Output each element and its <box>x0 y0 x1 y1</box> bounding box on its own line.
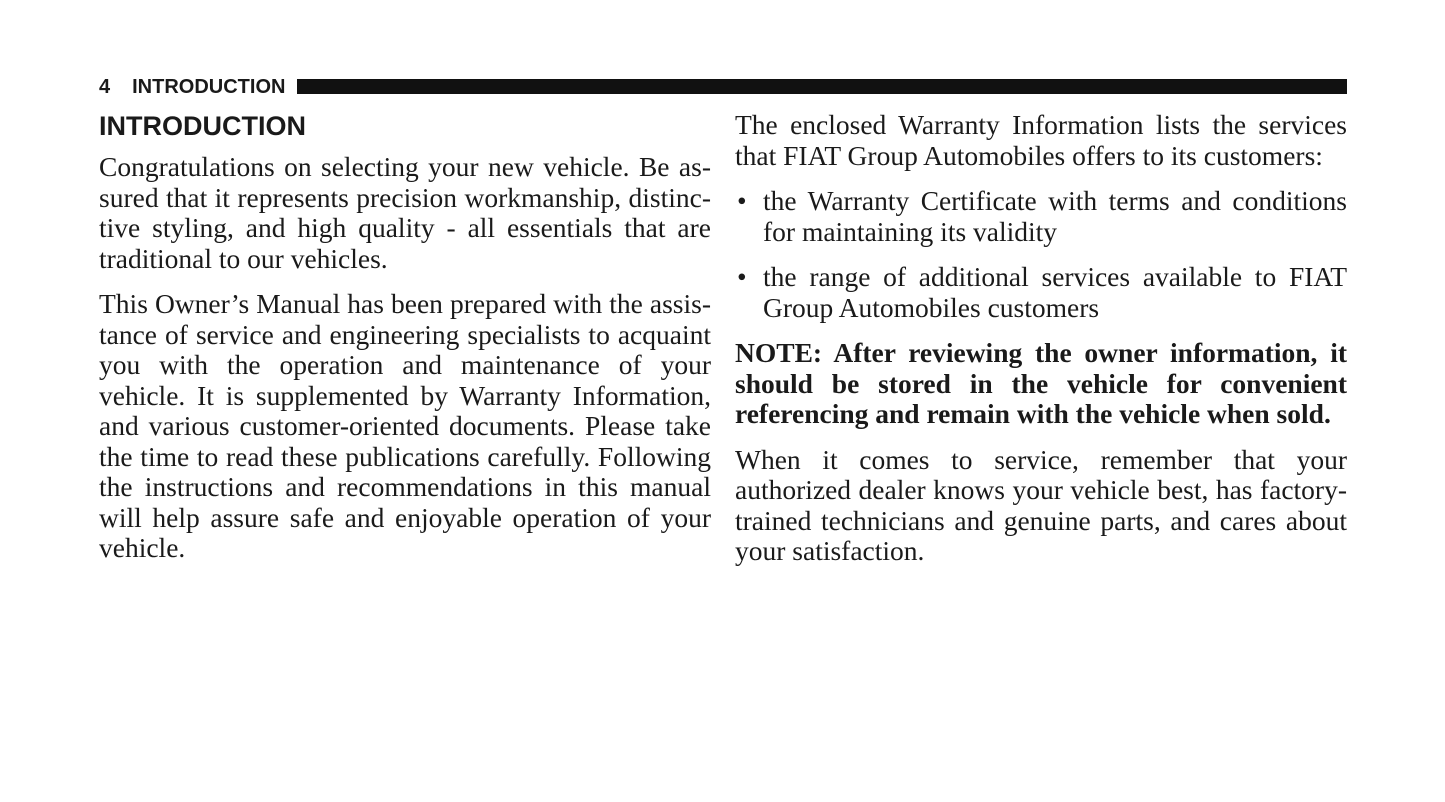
bullet-icon: • <box>737 261 747 292</box>
note-paragraph: NOTE: After reviewing the owner information, it should be stored in the vehicle for convenient referencing and remain with the vehicle when sold. <box>735 337 1347 429</box>
service-paragraph: When it comes to service, remember that your authorized dealer knows your vehicle best, has factory-trained technicians and genuine parts, and cares about your satisfaction. <box>735 443 1347 566</box>
list-item <box>735 186 1347 247</box>
page-number: 4 <box>99 75 111 98</box>
intro-paragraph-congratulations: Congratulations on selecting your new vehicle. Be assured that it represents precision workmanship, distinctive styling, and high quality - all essentials that are traditional to our vehicles. <box>99 151 711 274</box>
running-section-title: INTRODUCTION <box>132 75 286 98</box>
left-column <box>99 108 711 579</box>
section-title: INTRODUCTION <box>99 111 306 141</box>
list-item-text: the range of additional services available to FIAT Group Automobiles customers <box>763 261 1347 323</box>
header-rule <box>297 79 1347 94</box>
right-column <box>735 110 1347 582</box>
page-header <box>99 76 1347 98</box>
intro-paragraph-manual: This Owner’s Manual has been prepared with the assistance of service and engineering specialists to acquaint you with the operation and maintenance of your vehicle. It is supplemented by Warranty Information, and various customer-oriented documents. Please take the time to read these publications carefully. Following the instructions and recommendations in this manual will help assure safe and enjoyable operation of your vehicle. <box>99 288 711 563</box>
list-item <box>735 262 1347 323</box>
bullet-icon: • <box>737 185 747 216</box>
warranty-list <box>735 186 1347 323</box>
warranty-intro-paragraph: The enclosed Warranty Information lists the services that FIAT Group Automobiles offers to its customers: <box>735 109 1347 171</box>
list-item-text: the Warranty Certificate with terms and conditions for maintaining its validity <box>763 185 1347 247</box>
